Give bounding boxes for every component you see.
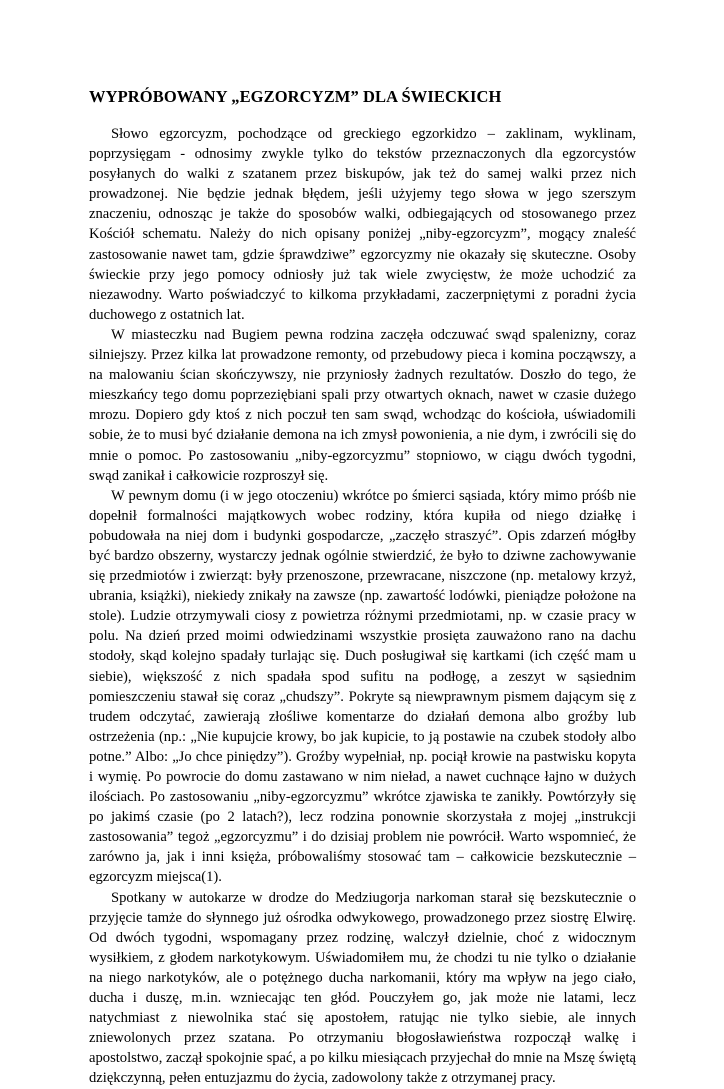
document-page [89, 87, 636, 1089]
paragraph-bug-town: W miasteczku nad Bugiem pewna rodzina zaczęła odczuwać swąd spalenizny, coraz silniejszy. Przez kilka lat prowadzone remonty, od przebudowy pieca i komina począwszy, a na malowaniu ścian skończywszy, nie przyniosły żadnych rezultatów. Doszło do tego, że mieszkańcy tego domu poprzeziębiani spali przy otwartych oknach, nawet w czasie dużego mrozu. Dopiero gdy ktoś z nich poczuł ten sam swąd, wchodząc do kościoła, uświadomili sobie, że to musi być działanie demona na ich zmysł powonienia, a nie dym, i zwrócili się do mnie o pomoc. Po zastosowaniu „niby-egzorcyzmu” stopniowo, w ciągu dwóch tygodni, swąd zanikał i całkowicie rozproszył się. [89, 326, 636, 484]
paragraph-haunted-house: W pewnym domu (i w jego otoczeniu) wkrótce po śmierci sąsiada, który mimo próśb nie dopełnił formalności majątkowych wobec rodziny, która kupiła od niego działkę i pobudowała na niej dom i budynki gospodarcze, „zaczęło straszyć”. Opis zdarzeń mógłby być bardzo obszerny, wystarczy jednak ogólnie stwierdzić, że było to dziwne zachowywanie się przedmiotów i zwierząt: były przenoszone, przewracane, niszczone (np. metalowy krzyż, ubrania, książki), niekiedy znikały na zawsze (np. zawartość lodówki, pieniądze położone na stole). Ludzie otrzymywali ciosy z powietrza różnymi przedmiotami, np. w czasie pracy w polu. Na dzień przed moimi odwiedzinami wszystkie prosięta zauważono rano na dachu stodoły, skąd kolejno spadały turlając się. Duch posługiwał się kartkami (ich część mam u siebie), większość z nich spadała spod sufitu na podłogę, a zeszyt w sąsiednim pomieszczeniu stawał się coraz „chudszy”. Pokryte są niewprawnym pismem dającym się z trudem odczytać, zawierają złośliwe komentarze do działań demona albo groźby lub ostrzeżenia (np.: „Nie kupujcie krowy, bo jak kupicie, to ją postawie na czubek stodoły albo potne.” Albo: „Jo chce piniędzy”). Groźby wypełniał, np. pociął krowie na pastwisku kopyta i wymię. Po powrocie do domu zastawano w nim nieład, a nawet cuchnące łajno w dużych ilościach. Po zastosowaniu „niby-egzorcyzmu” wkrótce zjawiska te zanikły. Powtórzyły się po jakimś czasie (po 2 latach?), lecz rodzina ponownie skorzystała z mojej „instrukcji zastosowania” tegoż „egzorcyzmu” i do dzisiaj problem nie powrócił. Warto wspomnieć, że zarówno ja, jak i inni księża, próbowaliśmy stosować tam – całkowicie bezskutecznie – egzorcyzm miejsca(1). [89, 487, 636, 886]
page-title: WYPRÓBOWANY „EGZORCYZM” DLA ŚWIECKICH [89, 87, 502, 106]
paragraph-addict: Spotkany w autokarze w drodze do Medziugorja narkoman starał się bezskutecznie o przyjęcie tamże do słynnego już ośrodka odwykowego, prowadzonego przez siostrę Elwirę. Od dwóch tygodni, wspomagany przez rodzinę, walczył dzielnie, choć z widocznym wysiłkiem, z głodem narkotykowym. Uświadomiłem mu, że chodzi tu nie tylko o działanie na niego narkotyków, ale o potężnego ducha narkomanii, który ma wpływ na jego ciało, ducha i duszę, m.in. wzniecając ten głód. Pouczyłem go, jak może nie latami, lecz natychmiast z niewolnika stać się apostołem, ratując nie tylko siebie, ale innych zniewolonych przez szatana. Po otrzymaniu błogosławieństwa rozpoczął walkę i apostolstwo, zaczął spokojnie spać, a po kilku miesiącach przyjechał do mnie na Mszę świętą dziękczynną, pełen entuzjazmu do życia, zadowolony także z otrzymanej pracy. [89, 889, 636, 1087]
paragraph-intro: Słowo egzorcyzm, pochodzące od greckiego egzorkidzo – zaklinam, wyklinam, poprzysięgam - odnosimy zwykle tylko do tekstów przeznaczonych dla egzorcystów posyłanych do walki z szatanem przez biskupów, jak też do samej walki przez nich prowadzonej. Nie będzie jednak błędem, jeśli użyjemy tego słowa w jego szerszym znaczeniu, odnosząc je także do sposobów walki, odbiegających od stosowanego przez Kościół schematu. Należy do nich opisany poniżej „niby-egzorcyzm”, mogący znaleść zastosowanie nawet tam, gdzie śprawdziwe” egzorcyzmy nie okazały się skuteczne. Osoby świeckie przy jego pomocy odniosły już tak wiele zwycięstw, że może uchodzić za niezawodny. Warto poświadczyć to kilkoma przykładami, zaczerpniętymi z poradni życia duchowego z ostatnich lat. [89, 126, 636, 323]
